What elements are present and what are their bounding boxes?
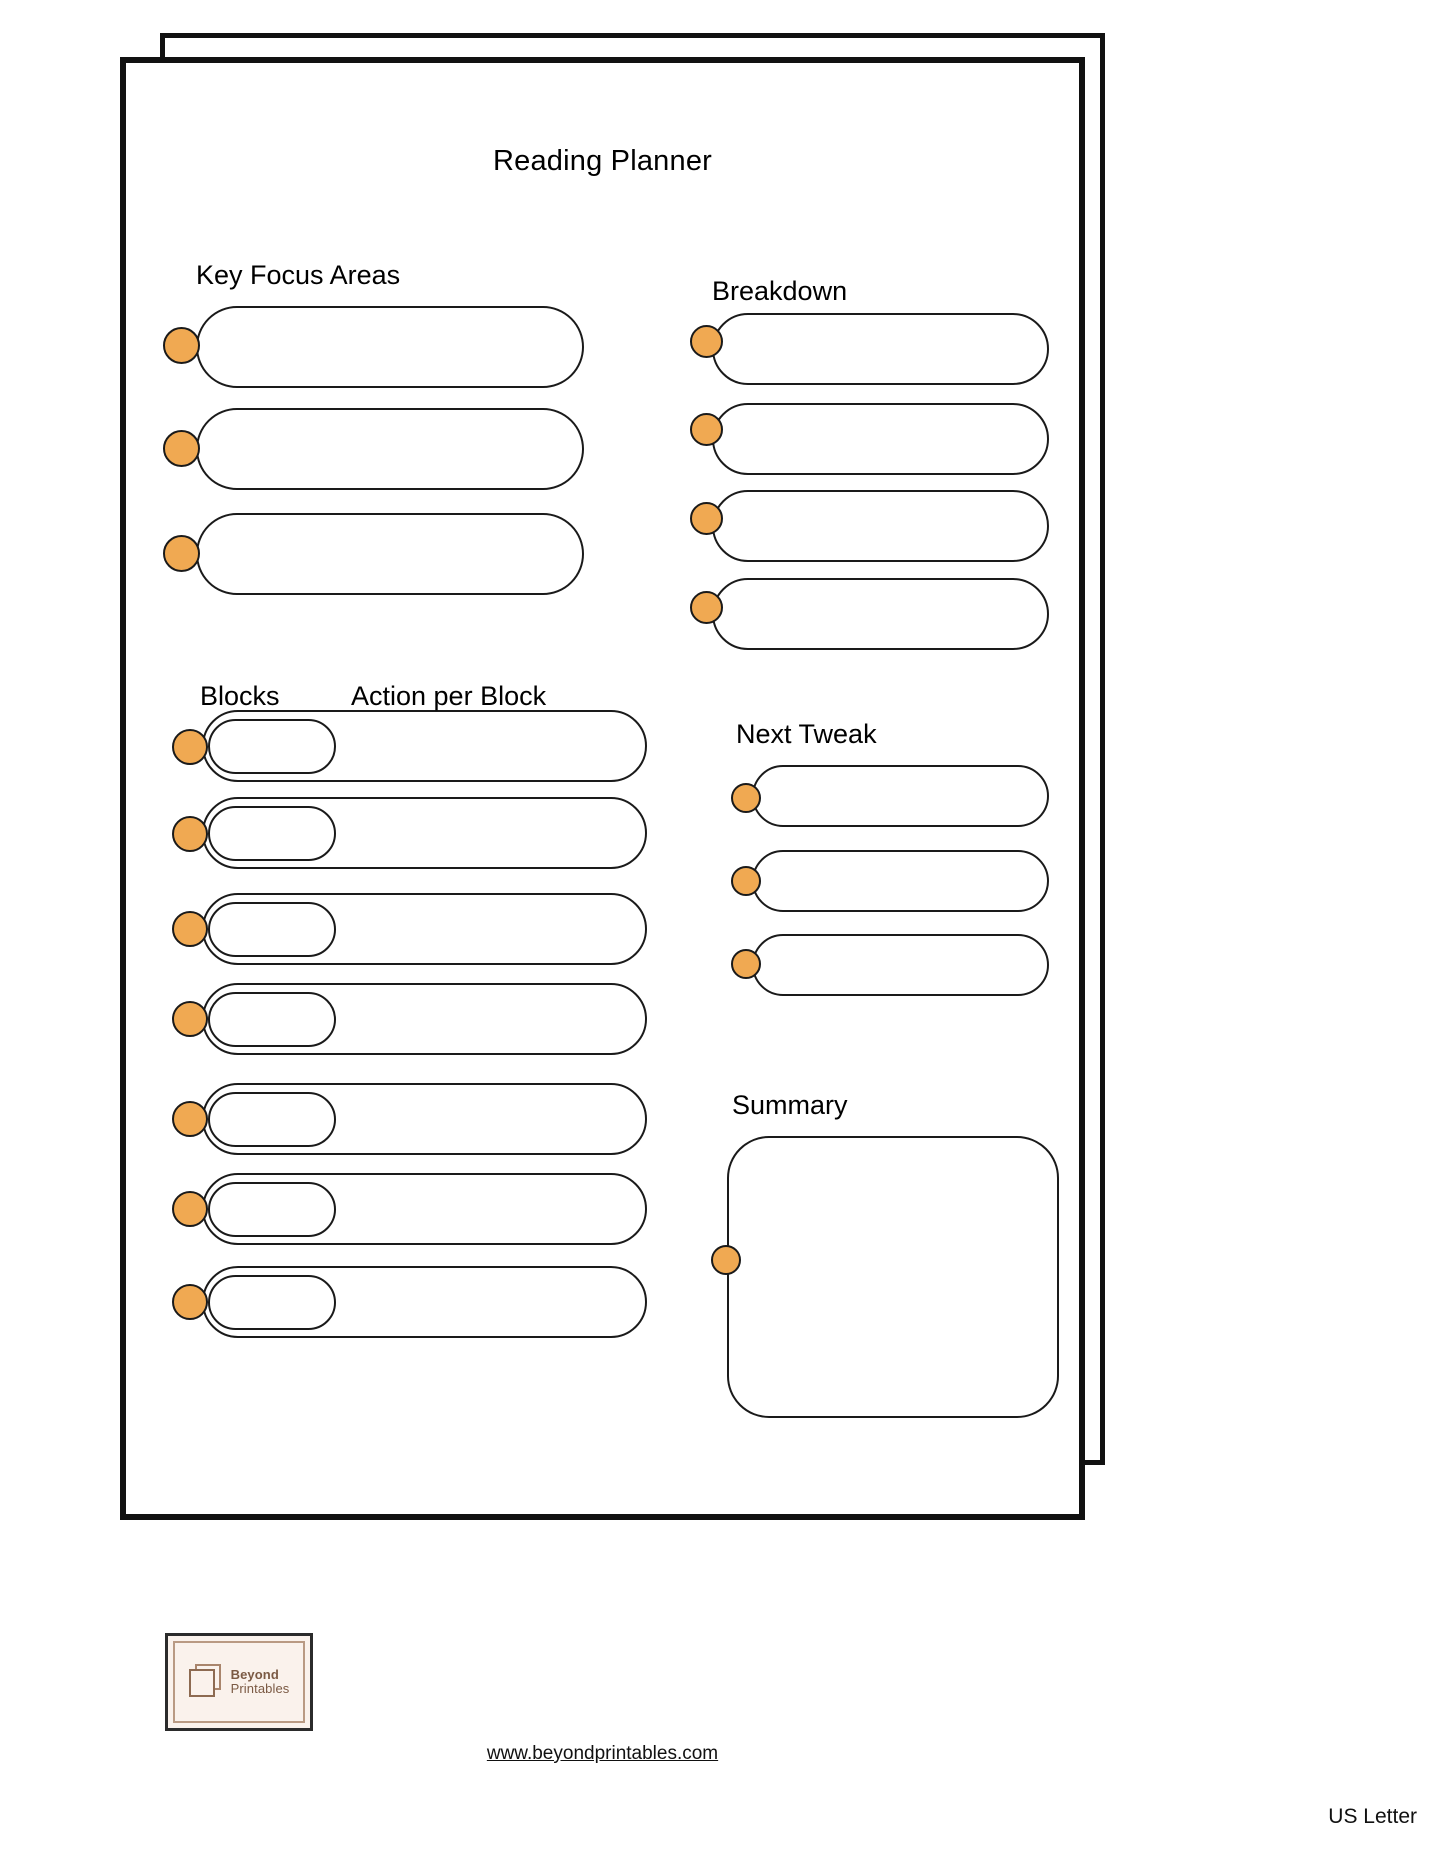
stacked-pages-front-square bbox=[189, 1669, 215, 1697]
node-dot-next-tweak-3 bbox=[731, 949, 761, 979]
field-key-focus-areas-1[interactable] bbox=[196, 306, 584, 388]
field-next-tweak-2[interactable] bbox=[752, 850, 1049, 912]
section-heading-key-focus-areas: Key Focus Areas bbox=[196, 260, 401, 290]
node-dot-next-tweak-1 bbox=[731, 783, 761, 813]
field-blocks-label-6[interactable] bbox=[208, 1182, 336, 1237]
section-heading-action-per-block: Action per Block bbox=[351, 681, 547, 711]
node-dot-next-tweak-2 bbox=[731, 866, 761, 896]
beyond-printables-logo bbox=[165, 1633, 313, 1731]
node-dot-breakdown-3 bbox=[690, 502, 723, 535]
field-blocks-label-1[interactable] bbox=[208, 719, 336, 774]
section-heading-next-tweak: Next Tweak bbox=[736, 719, 877, 749]
section-heading-blocks: Blocks bbox=[200, 681, 280, 711]
field-blocks-label-4[interactable] bbox=[208, 992, 336, 1047]
logo-content bbox=[168, 1636, 310, 1728]
field-breakdown-1[interactable] bbox=[712, 313, 1049, 385]
page-title: Reading Planner bbox=[492, 145, 713, 177]
field-blocks-label-3[interactable] bbox=[208, 902, 336, 957]
section-heading-breakdown: Breakdown bbox=[712, 276, 848, 306]
node-dot-key-focus-areas-3 bbox=[163, 535, 200, 572]
node-dot-summary-1 bbox=[711, 1245, 741, 1275]
field-breakdown-2[interactable] bbox=[712, 403, 1049, 475]
node-dot-blocks-actions-6 bbox=[172, 1191, 208, 1227]
field-blocks-label-2[interactable] bbox=[208, 806, 336, 861]
node-dot-blocks-actions-2 bbox=[172, 816, 208, 852]
logo-wordmark bbox=[231, 1668, 290, 1696]
node-dot-blocks-actions-3 bbox=[172, 911, 208, 947]
field-blocks-label-7[interactable] bbox=[208, 1275, 336, 1330]
logo-brand-line-1: Beyond bbox=[230, 1667, 279, 1683]
field-breakdown-3[interactable] bbox=[712, 490, 1049, 562]
field-next-tweak-1[interactable] bbox=[752, 765, 1049, 827]
stacked-pages-icon bbox=[189, 1664, 225, 1700]
field-key-focus-areas-2[interactable] bbox=[196, 408, 584, 490]
node-dot-blocks-actions-4 bbox=[172, 1001, 208, 1037]
logo-brand-line-2: Printables bbox=[230, 1681, 290, 1696]
node-dot-key-focus-areas-2 bbox=[163, 430, 200, 467]
section-heading-summary: Summary bbox=[732, 1090, 848, 1120]
node-dot-breakdown-2 bbox=[690, 413, 723, 446]
node-dot-key-focus-areas-1 bbox=[163, 327, 200, 364]
field-blocks-label-5[interactable] bbox=[208, 1092, 336, 1147]
node-dot-blocks-actions-1 bbox=[172, 729, 208, 765]
node-dot-blocks-actions-7 bbox=[172, 1284, 208, 1320]
field-breakdown-4[interactable] bbox=[712, 578, 1049, 650]
node-dot-breakdown-4 bbox=[690, 591, 723, 624]
footer-website-url[interactable]: www.beyondprintables.com bbox=[486, 1743, 719, 1764]
field-key-focus-areas-3[interactable] bbox=[196, 513, 584, 595]
field-next-tweak-3[interactable] bbox=[752, 934, 1049, 996]
node-dot-breakdown-1 bbox=[690, 325, 723, 358]
field-summary[interactable] bbox=[727, 1136, 1059, 1418]
node-dot-blocks-actions-5 bbox=[172, 1101, 208, 1137]
paper-size-label: US Letter bbox=[1328, 1805, 1417, 1828]
